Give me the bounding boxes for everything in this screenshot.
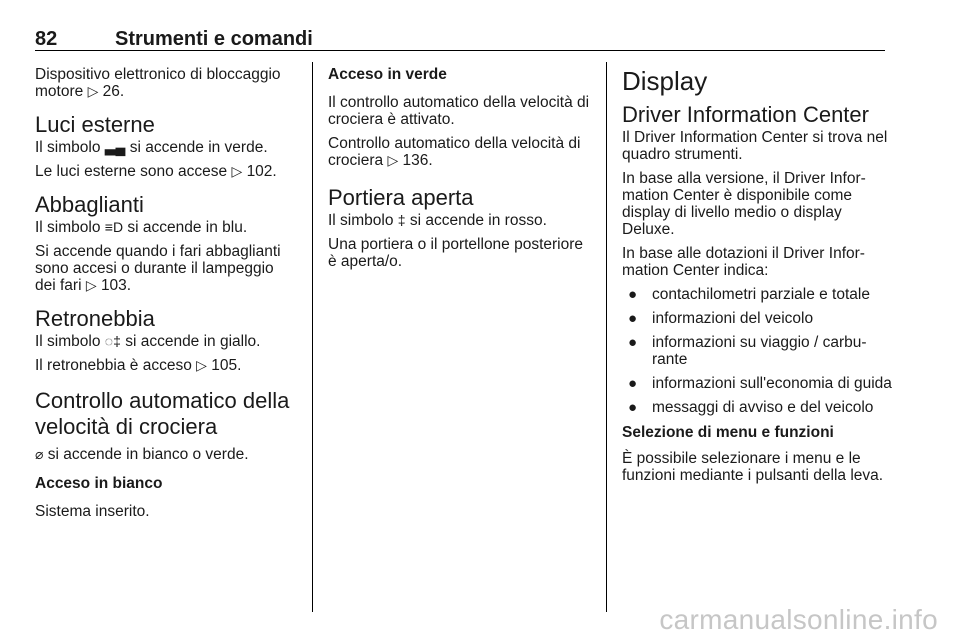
cruise-control-icon: ⌀ bbox=[35, 446, 44, 462]
paragraph: Il Driver Information Center si trova nel quadro strumenti. bbox=[622, 129, 888, 163]
paragraph: Una portiera o il portellone posteriore è aperta/o. bbox=[328, 236, 584, 270]
reference-arrow-icon: ▷ bbox=[87, 83, 99, 99]
paragraph: ⌀ si accende in bianco o verde. bbox=[35, 446, 249, 463]
heading-acceso-in-verde: Acceso in verde bbox=[328, 66, 447, 83]
heading-display: Display bbox=[622, 66, 708, 96]
paragraph: Il simbolo ‡ si accende in rosso. bbox=[328, 212, 547, 229]
heading-driver-information-center: Driver Information Center bbox=[622, 102, 869, 127]
intro-paragraph: Dispositivo elettronico di bloccaggio motore ▷ 26. bbox=[35, 66, 281, 100]
list-item: ● informazioni del veicolo bbox=[628, 310, 814, 327]
paragraph: Si accende quando i fari abbaglianti sono accesi o durante il lampeggio dei fari ▷ 103. bbox=[35, 243, 281, 294]
heading-portiera-aperta: Portiera aperta bbox=[328, 185, 474, 210]
paragraph: Il retronebbia è acceso ▷ 105. bbox=[35, 357, 242, 374]
heading-controllo-automatico: Controllo automatico della velocità di crociera bbox=[35, 388, 290, 439]
column-divider bbox=[312, 62, 313, 612]
list-item: ● messaggi di avviso e del veicolo bbox=[628, 399, 874, 416]
info-list bbox=[622, 286, 892, 416]
door-open-icon: ‡ bbox=[397, 212, 406, 228]
watermark: carmanualsonline.info bbox=[659, 604, 938, 635]
column-3 bbox=[622, 66, 892, 491]
page-reference[interactable]: 103. bbox=[100, 277, 132, 294]
reference-arrow-icon: ▷ bbox=[387, 152, 399, 168]
section-title: Strumenti e comandi bbox=[115, 28, 313, 50]
bullet-icon: ● bbox=[628, 375, 638, 392]
heading-selezione-menu: Selezione di menu e funzioni bbox=[622, 424, 834, 441]
column-divider bbox=[606, 62, 607, 612]
paragraph: Le luci esterne sono accese ▷ 102. bbox=[35, 163, 277, 180]
bullet-icon: ● bbox=[628, 399, 638, 416]
paragraph: Il simbolo ◌‡ si accende in giallo. bbox=[35, 333, 261, 350]
heading-luci-esterne: Luci esterne bbox=[35, 112, 155, 137]
paragraph: Il simbolo ≡D si accende in blu. bbox=[35, 219, 248, 236]
heading-abbaglianti: Abbaglianti bbox=[35, 192, 144, 217]
page-number: 82 bbox=[35, 28, 58, 50]
paragraph: Il controllo automatico della velocità di crociera è attivato. bbox=[328, 94, 590, 128]
paragraph: In base alle dotazioni il Driver Infor-mation Center indica: bbox=[622, 245, 865, 279]
high-beam-icon: ≡D bbox=[104, 219, 124, 235]
page-reference[interactable]: 26. bbox=[102, 83, 125, 100]
paragraph: In base alla versione, il Driver Infor-mation Center è disponibile come display di livello medio o display Deluxe. bbox=[622, 170, 866, 238]
bullet-icon: ● bbox=[628, 310, 638, 327]
page-header bbox=[35, 26, 885, 51]
heading-retronebbia: Retronebbia bbox=[35, 306, 155, 331]
paragraph: Sistema inserito. bbox=[35, 503, 150, 520]
heading-acceso-in-bianco: Acceso in bianco bbox=[35, 475, 163, 492]
bullet-icon: ● bbox=[628, 334, 638, 351]
reference-arrow-icon: ▷ bbox=[85, 277, 97, 293]
list-item: ● informazioni su viaggio / carbu-rante bbox=[628, 334, 867, 368]
reference-arrow-icon: ▷ bbox=[231, 163, 243, 179]
reference-arrow-icon: ▷ bbox=[196, 357, 207, 373]
page-reference[interactable]: 105. bbox=[211, 357, 242, 374]
column-1 bbox=[35, 66, 297, 527]
paragraph: Controllo automatico della velocità di crociera ▷ 136. bbox=[328, 135, 581, 169]
column-2 bbox=[328, 66, 594, 277]
page-reference[interactable]: 136. bbox=[402, 152, 433, 169]
rear-fog-light-icon: ◌‡ bbox=[104, 333, 121, 349]
list-item: ● informazioni sull'economia di guida bbox=[628, 375, 892, 392]
bullet-icon: ● bbox=[628, 286, 638, 303]
paragraph: È possibile selezionare i menu e le funzioni mediante i pulsanti della leva. bbox=[622, 450, 884, 484]
exterior-lights-icon: ▃▄ bbox=[104, 139, 126, 155]
paragraph: Il simbolo ▃▄ si accende in verde. bbox=[35, 139, 268, 156]
page-reference[interactable]: 102. bbox=[246, 163, 277, 180]
list-item: ● contachilometri parziale e totale bbox=[628, 286, 870, 303]
